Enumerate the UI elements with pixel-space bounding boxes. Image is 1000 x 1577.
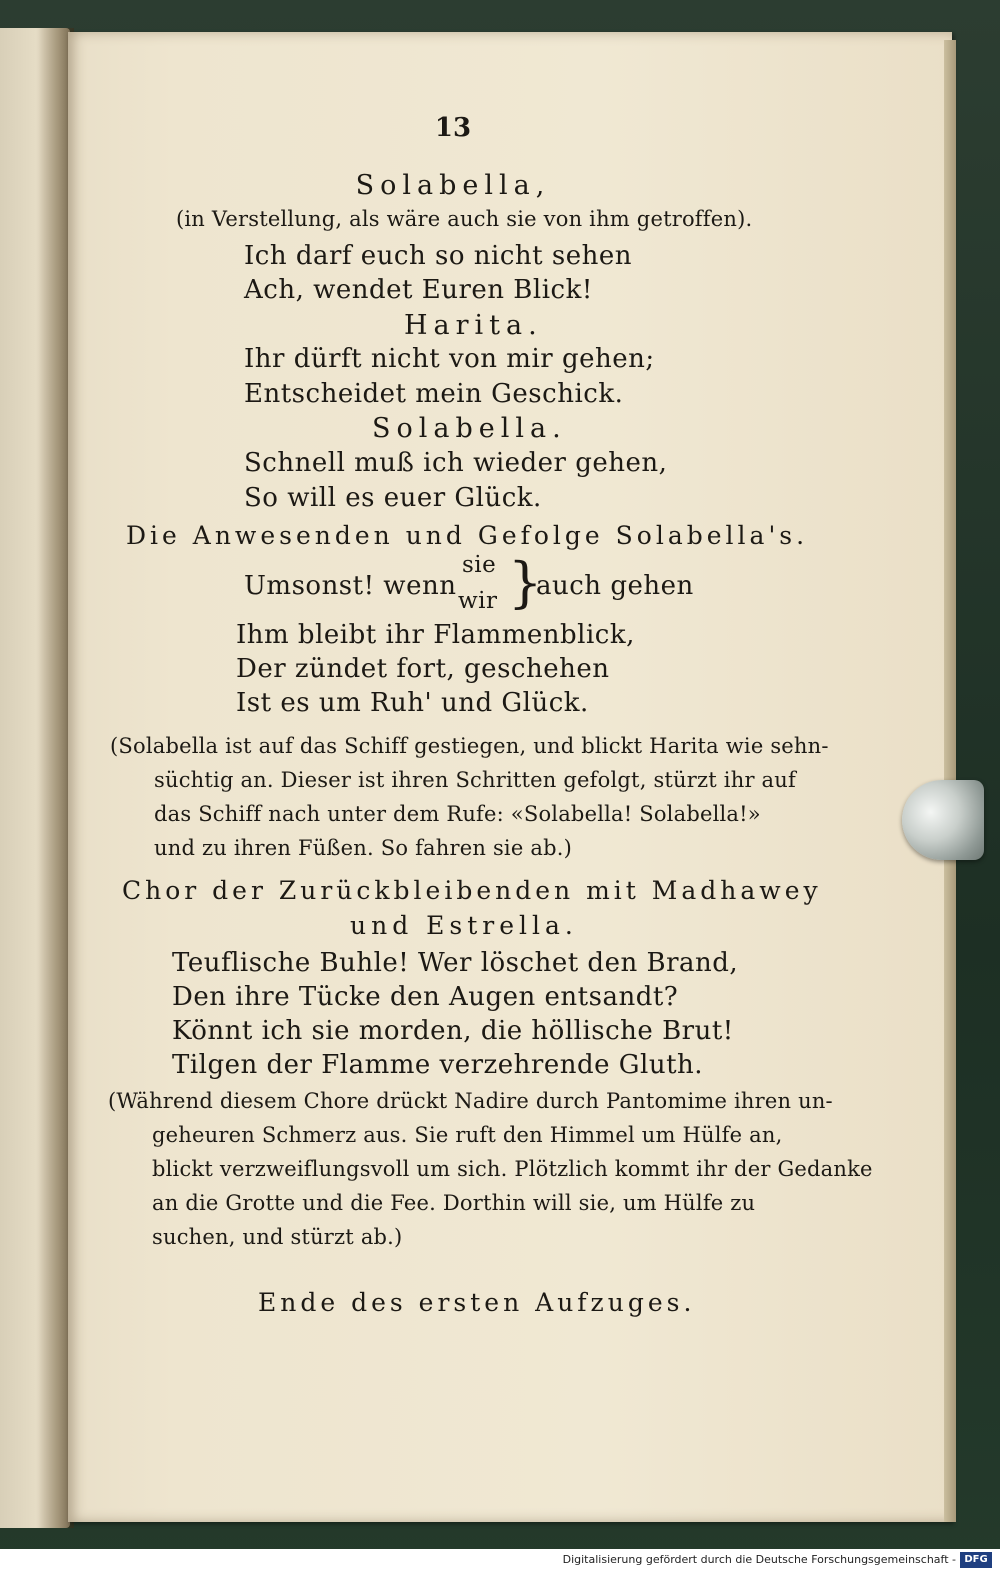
verse-line: Schnell muß ich wieder gehen, (244, 448, 668, 478)
verse-line: Ihm bleibt ihr Flammenblick, (236, 620, 635, 650)
speaker-solabella: Solabella. (372, 413, 567, 444)
page-clip (902, 780, 984, 860)
stage-direction: (Solabella ist auf das Schiff gestiegen, und blickt Harita wie sehn- (110, 734, 829, 758)
act-end-heading: Ende des ersten Aufzuges. (258, 1288, 696, 1317)
speaker-harita: Harita. (404, 310, 543, 341)
speaker-chorus: und Estrella. (350, 911, 578, 940)
stage-direction: an die Grotte und die Fee. Dorthin will sie, um Hülfe zu (152, 1191, 756, 1215)
verse-line: Entscheidet mein Geschick. (244, 379, 624, 409)
verse-line: Ihr dürft nicht von mir gehen; (244, 344, 655, 374)
verse-variant-wir: wir (458, 588, 498, 614)
page-number: 13 (434, 113, 472, 143)
footer-credit: Digitalisierung gefördert durch die Deutsche Forschungsgemeinschaft - (562, 1553, 956, 1566)
speaker-chorus: Chor der Zurückbleibenden mit Madhawey (122, 876, 822, 905)
speaker-group: Die Anwesenden und Gefolge Solabella's. (126, 521, 809, 550)
dfg-logo: DFG (960, 1552, 992, 1568)
verse-variant-sie: sie (462, 552, 497, 578)
verse-line: Der zündet fort, geschehen (236, 654, 610, 684)
brace: } (508, 551, 543, 614)
stage-direction: süchtig an. Dieser ist ihren Schritten gefolgt, stürzt ihr auf (154, 768, 796, 792)
speaker-solabella: Solabella, (355, 170, 551, 201)
verse-line: Umsonst! wenn (244, 571, 457, 601)
verse-line: Den ihre Tücke den Augen entsandt? (172, 982, 679, 1012)
verse-line: Tilgen der Flamme verzehrende Gluth. (172, 1050, 704, 1080)
stage-direction: suchen, und stürzt ab.) (152, 1225, 403, 1249)
verse-line: So will es euer Glück. (244, 483, 542, 513)
verse-line: Teuflische Buhle! Wer löschet den Brand, (172, 948, 739, 978)
verse-line: Ach, wendet Euren Blick! (244, 275, 593, 305)
stage-direction: geheuren Schmerz aus. Sie ruft den Himmel um Hülfe an, (152, 1123, 783, 1147)
stage-direction: (Während diesem Chore drückt Nadire durch Pantomime ihren un- (108, 1089, 833, 1113)
verse-line: auch gehen (536, 571, 694, 601)
verse-line: Ich darf euch so nicht sehen (244, 241, 632, 271)
verse-line: Könnt ich sie morden, die höllische Brut! (172, 1016, 734, 1046)
verse-line: Ist es um Ruh' und Glück. (236, 688, 589, 718)
stage-direction: das Schiff nach unter dem Rufe: «Solabella! Solabella!» (154, 802, 761, 826)
stage-direction: (in Verstellung, als wäre auch sie von ihm getroffen). (176, 207, 753, 231)
stage-direction: blickt verzweiflungsvoll um sich. Plötzlich kommt ihr der Gedanke (152, 1157, 873, 1181)
stage-direction: und zu ihren Füßen. So fahren sie ab.) (154, 836, 572, 860)
